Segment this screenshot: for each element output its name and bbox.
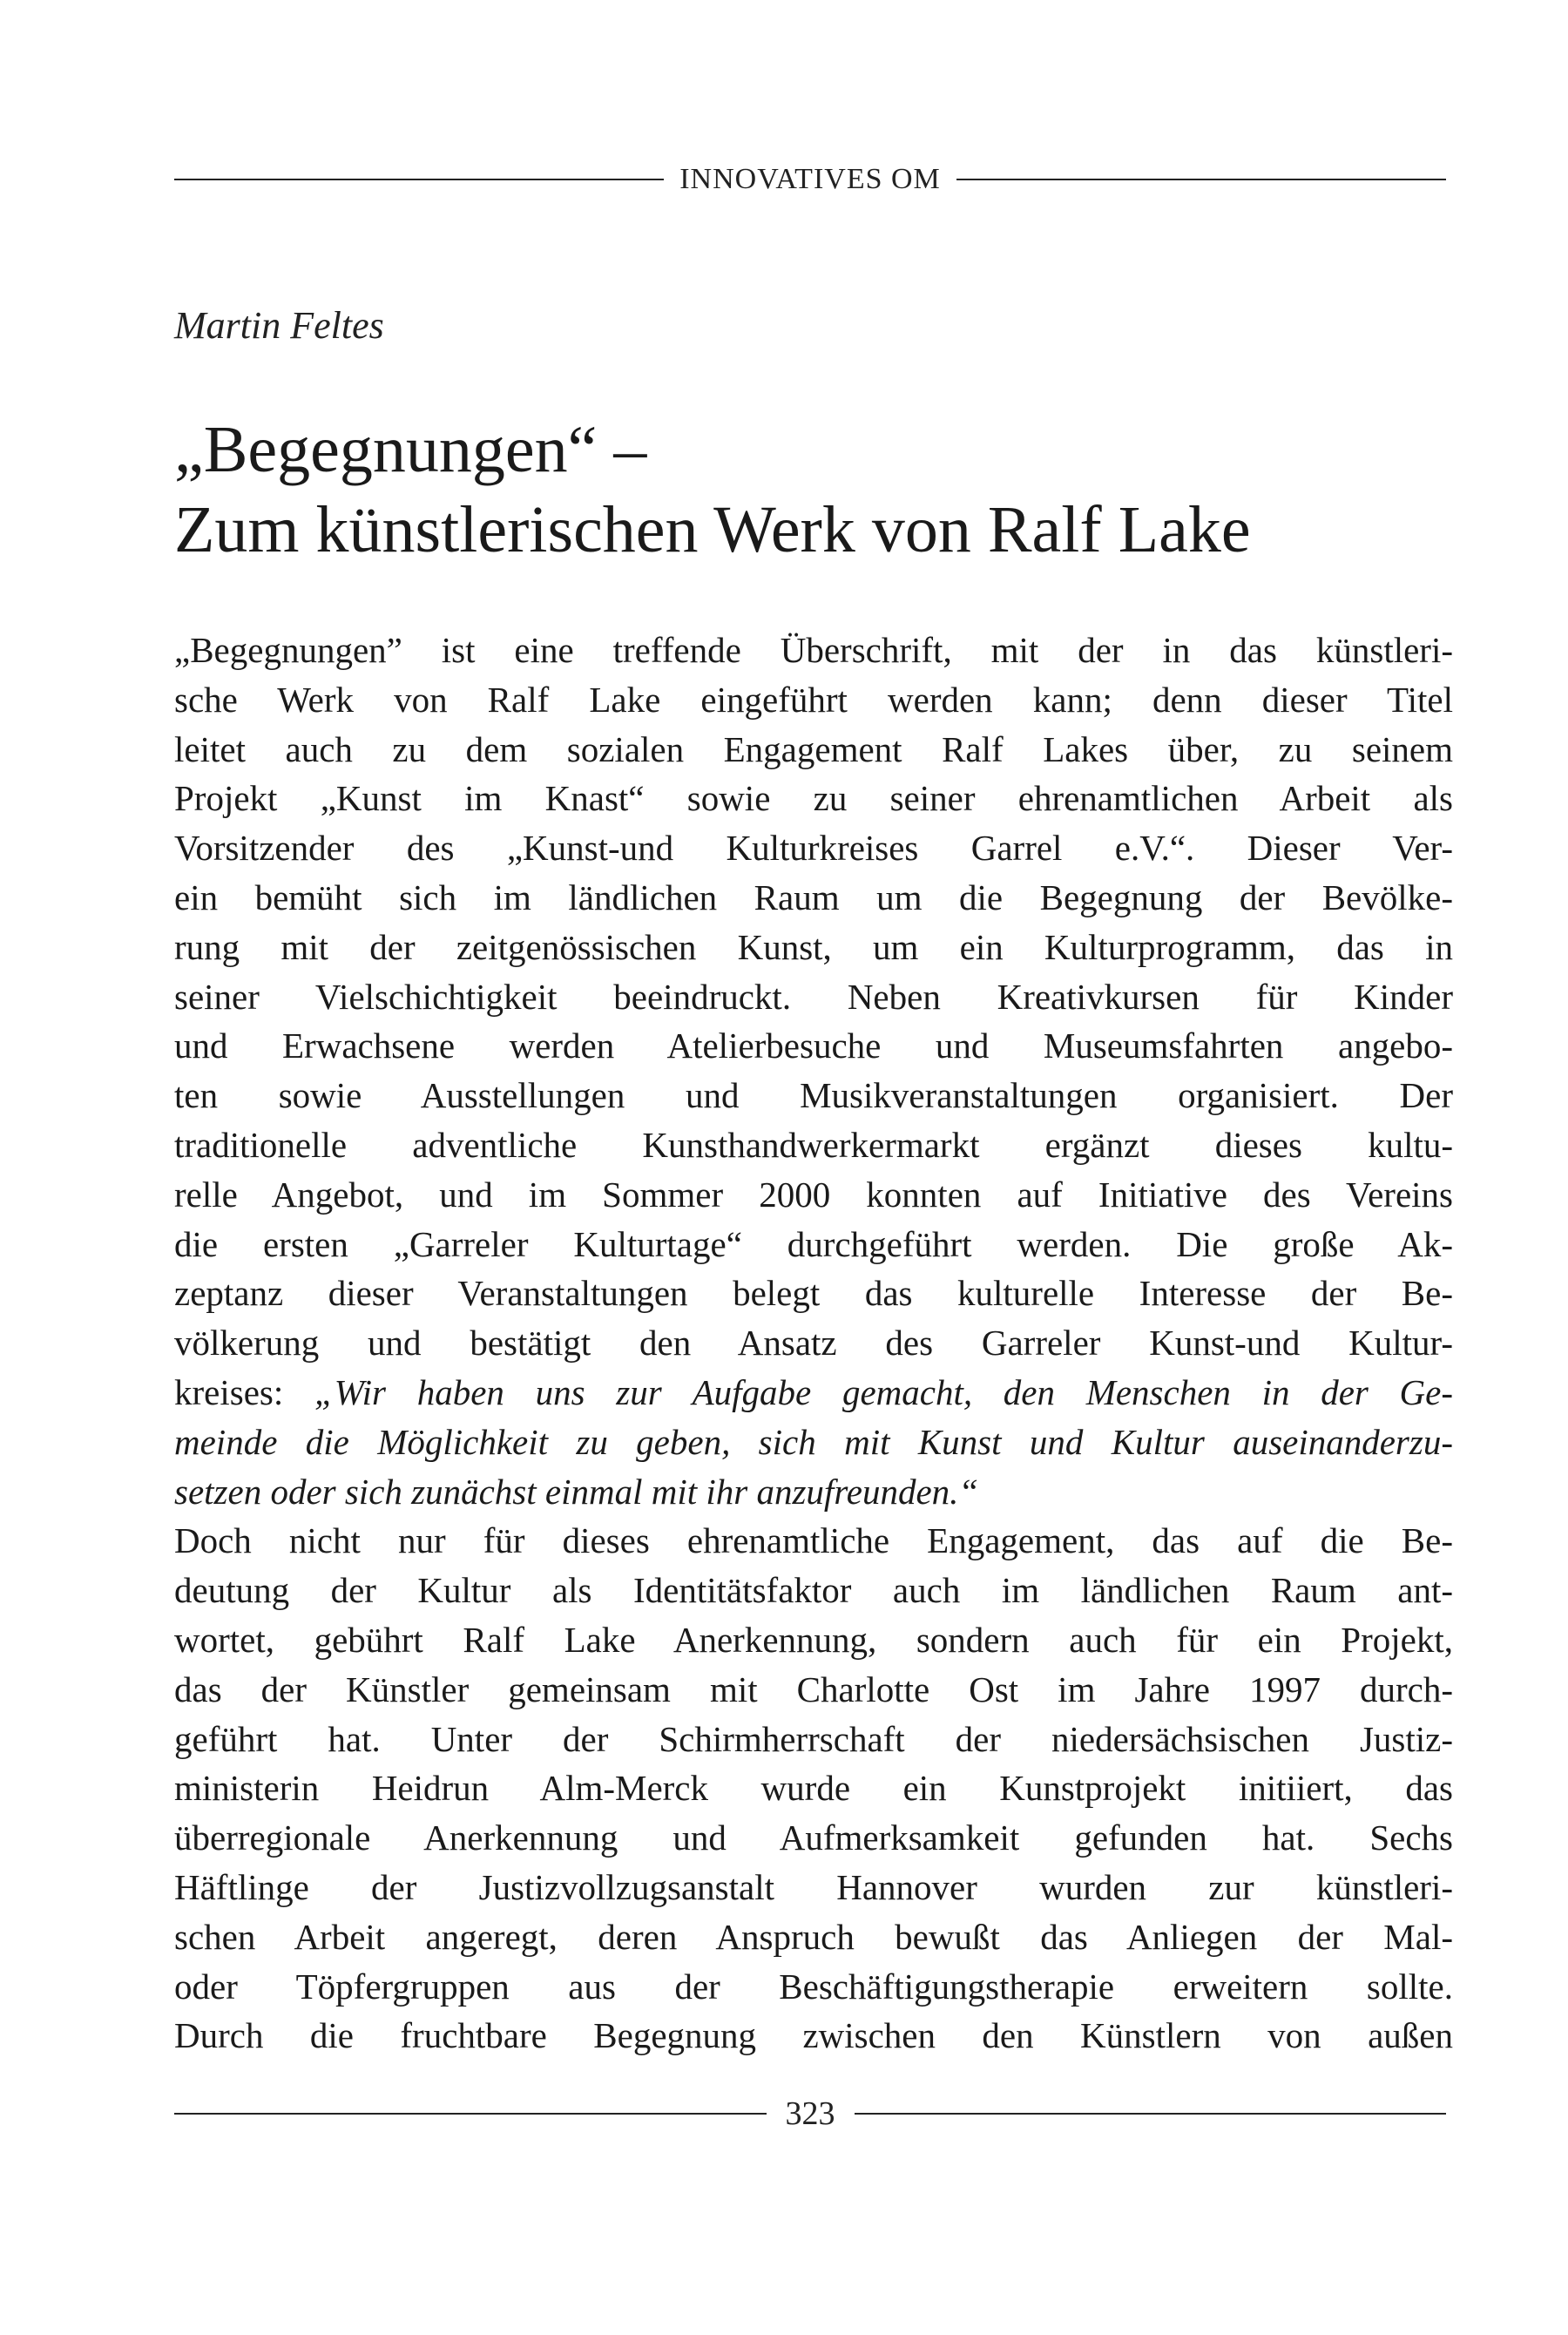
body-line xyxy=(174,1368,1453,1418)
body-line: rung mit der zeitgenössischen Kunst, um ein Kulturprogramm, das in xyxy=(174,926,1453,967)
body-line: deutung der Kultur als Identitätsfaktor auch im ländlichen Raum ant- xyxy=(174,1570,1453,1611)
body-line: relle Angebot, und im Sommer 2000 konnten auf Initiative des Vereins xyxy=(174,1174,1453,1215)
page-number: 323 xyxy=(785,2095,835,2132)
header-rule-right xyxy=(956,179,1446,180)
body-line: Häftlinge der Justizvollzugsanstalt Hannover wurden zur künstleri- xyxy=(174,1866,1453,1907)
body-line: schen Arbeit angeregt, deren Anspruch bewußt das Anliegen der Mal- xyxy=(174,1916,1453,1957)
page-footer xyxy=(174,2095,1446,2133)
body-line-plain-part: kreises: xyxy=(174,1371,314,1412)
body-line: zeptanz dieser Veranstaltungen belegt das kulturelle Interesse der Be- xyxy=(174,1273,1453,1314)
body-line: Projekt „Kunst im Knast“ sowie zu seiner ehrenamtlichen Arbeit als xyxy=(174,778,1453,819)
article-title xyxy=(174,409,1446,570)
running-title: INNOVATIVES OM xyxy=(679,163,941,195)
author-name: Martin Feltes xyxy=(174,304,384,347)
article-title-line-1: „Begegnungen“ – xyxy=(174,413,647,486)
body-line: seiner Vielschichtigkeit beeindruckt. Neben Kreativkursen für Kinder xyxy=(174,976,1453,1017)
body-line: ein bemüht sich im ländlichen Raum um die Begegnung der Bevölke- xyxy=(174,876,1453,917)
body-line: oder Töpfergruppen aus der Beschäftigungstherapie erweitern sollte. xyxy=(174,1966,1453,2007)
body-line: Durch die fruchtbare Begegnung zwischen den Künstlern von außen xyxy=(174,2015,1453,2056)
footer-rule-right xyxy=(855,2113,1447,2115)
body-line: ministerin Heidrun Alm-Merck wurde ein Kunstprojekt initiiert, das xyxy=(174,1768,1453,1809)
body-line: die ersten „Garreler Kulturtage“ durchgeführt werden. Die große Ak- xyxy=(174,1223,1453,1264)
body-line: ten sowie Ausstellungen und Musikveranstaltungen organisiert. Der xyxy=(174,1075,1453,1116)
body-line: Vorsitzender des „Kunst-und Kulturkreises Garrel e.V.“. Dieser Ver- xyxy=(174,828,1453,869)
body-line: leitet auch zu dem sozialen Engagement Ralf Lakes über, zu seinem xyxy=(174,728,1453,769)
body-text xyxy=(174,626,1453,2061)
body-line: setzen oder sich zunächst einmal mit ihr anzufreunden.“ xyxy=(174,1471,979,1512)
body-line-italic-quote: „Wir haben uns zur Aufgabe gemacht, den Menschen in der Ge- xyxy=(314,1371,1454,1412)
running-header xyxy=(174,162,1446,197)
body-line: sche Werk von Ralf Lake eingeführt werden kann; denn dieser Titel xyxy=(174,679,1453,720)
body-line: meinde die Möglichkeit zu geben, sich mit Kunst und Kultur auseinanderzu- xyxy=(174,1421,1453,1462)
body-line: „Begegnungen” ist eine treffende Überschrift, mit der in das künstleri- xyxy=(174,630,1453,670)
footer-rule-left xyxy=(174,2113,767,2115)
body-line: und Erwachsene werden Atelierbesuche und Museumsfahrten angebo- xyxy=(174,1025,1453,1066)
header-rule-left xyxy=(174,179,664,180)
body-line: überregionale Anerkennung und Aufmerksamkeit gefunden hat. Sechs xyxy=(174,1817,1453,1858)
body-line: traditionelle adventliche Kunsthandwerkermarkt ergänzt dieses kultu- xyxy=(174,1124,1453,1165)
body-line: das der Künstler gemeinsam mit Charlotte Ost im Jahre 1997 durch- xyxy=(174,1668,1453,1709)
body-line: wortet, gebührt Ralf Lake Anerkennung, sondern auch für ein Projekt, xyxy=(174,1619,1453,1660)
body-line: geführt hat. Unter der Schirmherrschaft der niedersächsischen Justiz- xyxy=(174,1718,1453,1759)
body-line: völkerung und bestätigt den Ansatz des Garreler Kunst-und Kultur- xyxy=(174,1323,1453,1364)
article-title-line-2: Zum künstlerischen Werk von Ralf Lake xyxy=(174,493,1251,566)
body-line: Doch nicht nur für dieses ehrenamtliche Engagement, das auf die Be- xyxy=(174,1520,1453,1561)
